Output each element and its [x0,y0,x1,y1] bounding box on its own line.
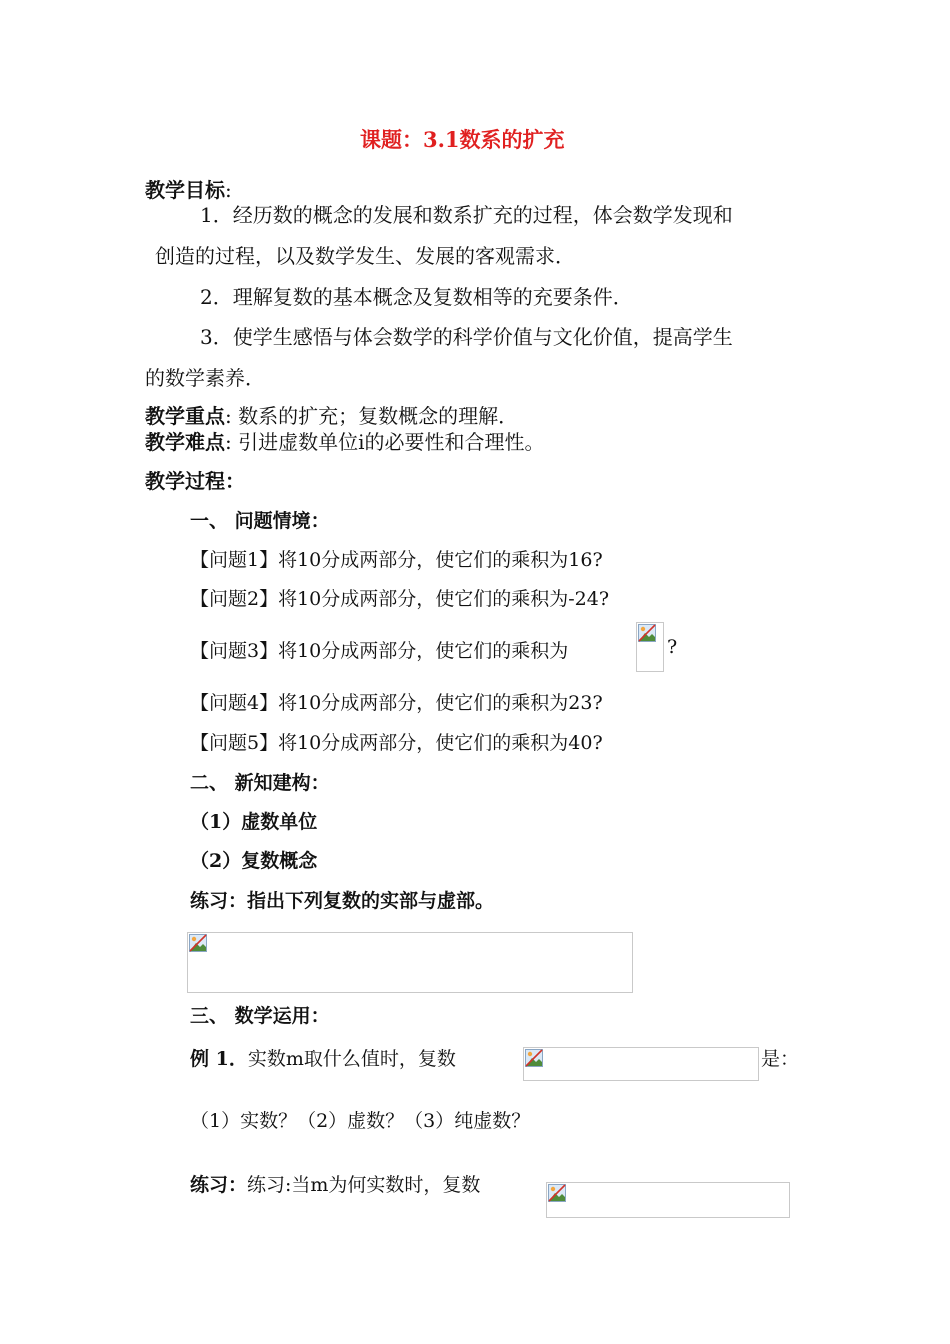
question-3-formula-image [636,622,664,672]
broken-image-icon [638,624,656,642]
practice-complex-formula-image [546,1182,790,1218]
section-2-heading: 二、 新知建构： [190,772,330,794]
example-1-formula-image [523,1047,759,1081]
question-3-end: ? [667,636,678,658]
question-3: 【问题3】将10分成两部分，使它们的乘积为 [190,640,569,662]
practice-complex [190,1170,480,1197]
objectives-colon: : [225,178,232,202]
objective-3-line-1: 3．使学生感悟与体会数学的科学价值与文化价值，提高学生 [200,325,733,349]
process-heading: 教学过程： [145,469,245,493]
question-2: 【问题2】将10分成两部分，使它们的乘积为-24? [190,588,610,610]
broken-image-icon [525,1049,543,1067]
objective-1-line-2: 创造的过程，以及数学发生、发展的客观需求． [155,244,575,268]
difficulty-text: : 引进虚数单位i的必要性和合理性。 [225,430,545,454]
difficulty-point [145,426,545,455]
key-point [145,400,518,429]
practice-complex-text: 练习:当m为何实数时，复数 [247,1174,481,1196]
example-1-label: 例 1． [190,1048,248,1070]
practice-complex-label: 练习： [190,1174,248,1196]
question-4: 【问题4】将10分成两部分，使它们的乘积为23? [190,692,603,714]
key-point-text: : 数系的扩充；复数概念的理解． [225,404,519,428]
subsection-imaginary-unit: （1）虚数单位 [190,811,318,833]
objective-2: 2．理解复数的基本概念及复数相等的充要条件． [200,285,633,309]
broken-image-icon [189,934,207,952]
difficulty-label: 教学难点 [145,430,225,454]
practice-real-imaginary: 练习：指出下列复数的实部与虚部。 [190,890,495,912]
example-1 [190,1044,456,1071]
practice-formula-image [187,932,633,993]
example-1-end: 是： [761,1048,800,1070]
example-1-options: （1）实数？（2）虚数？（3）纯虚数？ [190,1110,531,1132]
page-title: 课题：3.1数系的扩充 [360,127,565,152]
section-3-heading: 三、 数学运用： [190,1005,330,1027]
broken-image-icon [548,1184,566,1202]
subsection-complex-concept: （2）复数概念 [190,850,318,872]
objectives-label: 教学目标 [145,178,225,202]
question-5: 【问题5】将10分成两部分，使它们的乘积为40? [190,732,603,754]
key-point-label: 教学重点 [145,404,225,428]
question-1: 【问题1】将10分成两部分，使它们的乘积为16? [190,549,603,571]
objective-1-line-1: 1．经历数的概念的发展和数系扩充的过程，体会数学发现和 [200,203,733,227]
section-1-heading: 一、 问题情境： [190,510,330,532]
example-1-text: 实数m取什么值时，复数 [247,1048,456,1070]
objective-3-line-2: 的数学素养． [145,366,265,390]
